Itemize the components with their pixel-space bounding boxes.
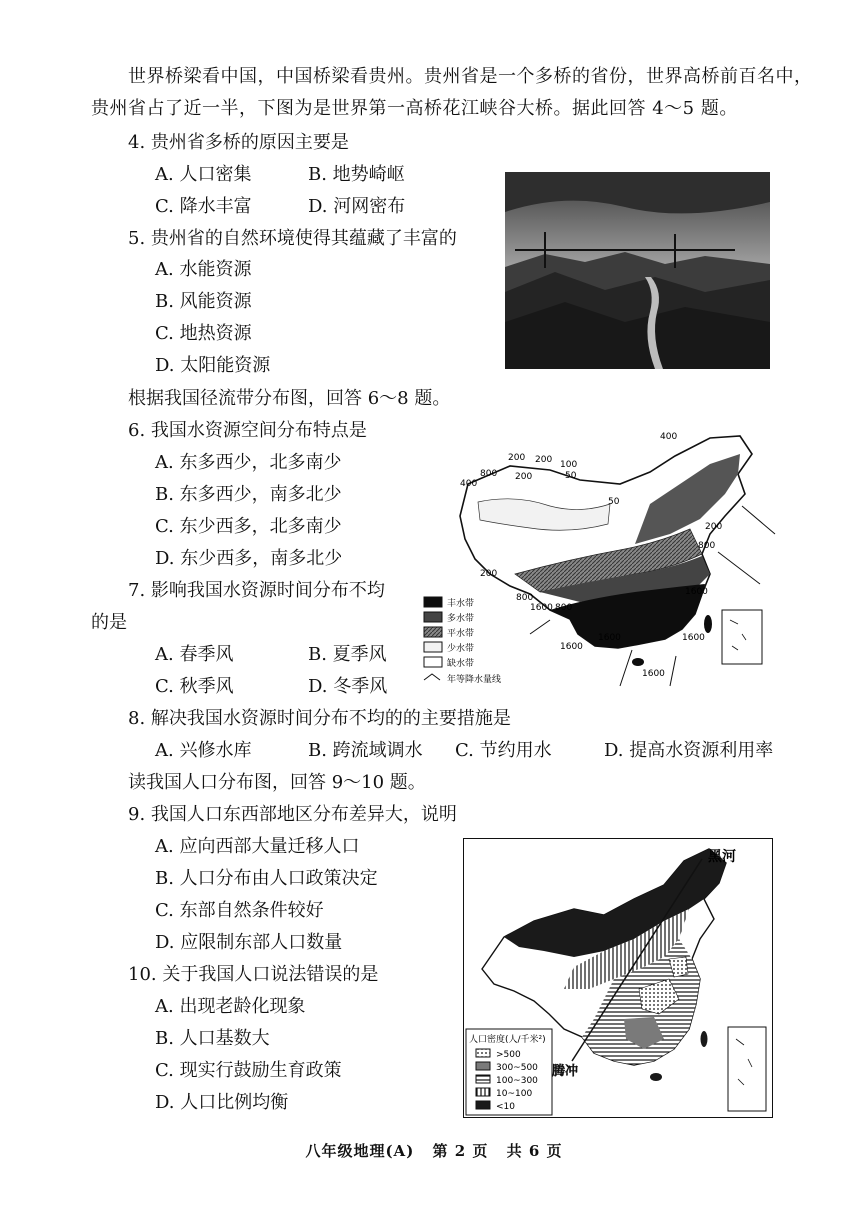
- question-6-stem: 6. 我国水资源空间分布特点是: [128, 420, 367, 441]
- monsoon-arrow: [742, 506, 775, 534]
- bridge-photo: [505, 172, 770, 369]
- legend-label: 丰水带: [447, 599, 475, 609]
- question-4-option-d: D. 河网密布: [308, 196, 406, 217]
- legend-label: 10~100: [496, 1089, 533, 1099]
- legend-title: 人口密度(人/千米²): [469, 1035, 546, 1045]
- isoline-label: 1600: [682, 633, 705, 643]
- question-5-option-d: D. 太阳能资源: [155, 355, 271, 376]
- question-7-option-c: C. 秋季风: [155, 676, 234, 697]
- question-6-option-a: A. 东多西少，北多南少: [155, 452, 342, 473]
- south-china-sea-inset: [722, 610, 762, 664]
- monsoon-arrow: [718, 552, 760, 584]
- isoline-label: 200: [535, 455, 553, 465]
- isoline-label: 400: [660, 432, 678, 442]
- isoline-label: 50: [608, 497, 620, 507]
- monsoon-arrow: [530, 620, 550, 634]
- question-4-option-b: B. 地势崎岖: [308, 164, 405, 185]
- taiwan-island: [701, 1031, 708, 1047]
- legend-label: 缺水带: [447, 659, 475, 669]
- question-5-option-c: C. 地热资源: [155, 323, 252, 344]
- legend-label: >500: [496, 1050, 521, 1060]
- footer-total: 共 6 页: [506, 1142, 563, 1160]
- isoline-label: 800: [555, 603, 573, 613]
- isoline-label: 1600: [560, 642, 583, 652]
- question-5-stem: 5. 贵州省的自然环境使得其蕴藏了丰富的: [128, 228, 457, 249]
- legend-label: 少水带: [447, 644, 475, 654]
- legend-label: 平水带: [447, 629, 475, 639]
- heihe-label: 黑河: [708, 849, 736, 865]
- legend-label: 300~500: [496, 1063, 538, 1073]
- isoline-label: 100: [560, 460, 578, 470]
- legend-label: <10: [496, 1102, 515, 1112]
- isoline-label: 1600: [685, 587, 708, 597]
- legend-label: 多水带: [447, 614, 475, 624]
- hainan-island: [650, 1073, 662, 1081]
- question-9-option-a: A. 应向西部大量迁移人口: [155, 836, 360, 857]
- footer-page: 第 2 页: [432, 1142, 489, 1160]
- monsoon-arrow: [670, 656, 676, 686]
- intro-population-map: 读我国人口分布图，回答 9～10 题。: [128, 772, 426, 793]
- question-10-option-b: B. 人口基数大: [155, 1028, 270, 1049]
- isoline-label: 200: [705, 522, 723, 532]
- question-7-option-b: B. 夏季风: [308, 644, 387, 665]
- intro-paragraph-line1: 世界桥梁看中国，中国桥梁看贵州。贵州省是一个多桥的省份，世界高桥前百名中，: [128, 66, 813, 87]
- isoline-label: 200: [480, 569, 498, 579]
- isoline-label: 400: [460, 479, 478, 489]
- intro-runoff-map: 根据我国径流带分布图，回答 6～8 题。: [128, 388, 451, 409]
- runoff-belt-map: [420, 424, 780, 692]
- question-4-option-c: C. 降水丰富: [155, 196, 252, 217]
- question-8-stem: 8. 解决我国水资源时间分布不均的的主要措施是: [128, 708, 511, 729]
- south-china-sea-inset: [728, 1027, 766, 1111]
- population-density-map: [463, 838, 773, 1118]
- runoff-legend: [424, 597, 501, 685]
- isoline-label: 1600: [530, 603, 553, 613]
- question-9-stem: 9. 我国人口东西部地区分布差异大，说明: [128, 804, 457, 825]
- question-8-option-c: C. 节约用水: [455, 740, 552, 761]
- question-5-option-a: A. 水能资源: [155, 259, 252, 280]
- tengchong-label: 腾冲: [552, 1064, 579, 1079]
- taiwan-island: [704, 615, 712, 633]
- legend-label: 100~300: [496, 1076, 538, 1086]
- question-10-stem: 10. 关于我国人口说法错误的是: [128, 964, 379, 985]
- question-10-option-a: A. 出现老龄化现象: [155, 996, 306, 1017]
- legend-label: 年等降水量线: [447, 675, 502, 685]
- isoline-label: 800: [516, 593, 534, 603]
- question-4-stem: 4. 贵州省多桥的原因主要是: [128, 132, 349, 153]
- question-4-option-a: A. 人口密集: [155, 164, 252, 185]
- question-7-stem-line1: 7. 影响我国水资源时间分布不均: [128, 580, 385, 601]
- isoline-label: 200: [508, 453, 526, 463]
- isoline-label: 800: [698, 541, 716, 551]
- question-7-option-a: A. 春季风: [155, 644, 234, 665]
- page-footer: [0, 1140, 868, 1161]
- intro-paragraph-line2: 贵州省占了近一半，下图为是世界第一高桥花江峡谷大桥。据此回答 4～5 题。: [91, 98, 738, 119]
- question-8-option-b: B. 跨流域调水: [308, 740, 423, 761]
- isoline-label: 1600: [598, 633, 621, 643]
- question-10-option-c: C. 现实行鼓励生育政策: [155, 1060, 342, 1081]
- question-8-option-d: D. 提高水资源利用率: [604, 740, 774, 761]
- population-legend: [466, 1029, 552, 1115]
- isoline-label: 1600: [642, 669, 665, 679]
- question-10-option-d: D. 人口比例均衡: [155, 1092, 289, 1113]
- isoline-label: 800: [480, 469, 498, 479]
- question-9-option-b: B. 人口分布由人口政策决定: [155, 868, 378, 889]
- monsoon-arrow: [620, 650, 632, 686]
- question-6-option-b: B. 东多西少，南多北少: [155, 484, 342, 505]
- question-9-option-c: C. 东部自然条件较好: [155, 900, 324, 921]
- footer-subject: 八年级地理(A): [305, 1142, 415, 1160]
- hainan-island: [632, 658, 644, 666]
- question-7-option-d: D. 冬季风: [308, 676, 388, 697]
- question-6-option-d: D. 东少西多，南多北少: [155, 548, 343, 569]
- question-9-option-d: D. 应限制东部人口数量: [155, 932, 343, 953]
- question-5-option-b: B. 风能资源: [155, 291, 252, 312]
- isoline-label: 200: [515, 472, 533, 482]
- question-7-stem-line2: 的是: [91, 612, 127, 633]
- isoline-label: 50: [565, 471, 577, 481]
- question-8-option-a: A. 兴修水库: [155, 740, 252, 761]
- question-6-option-c: C. 东少西多，北多南少: [155, 516, 342, 537]
